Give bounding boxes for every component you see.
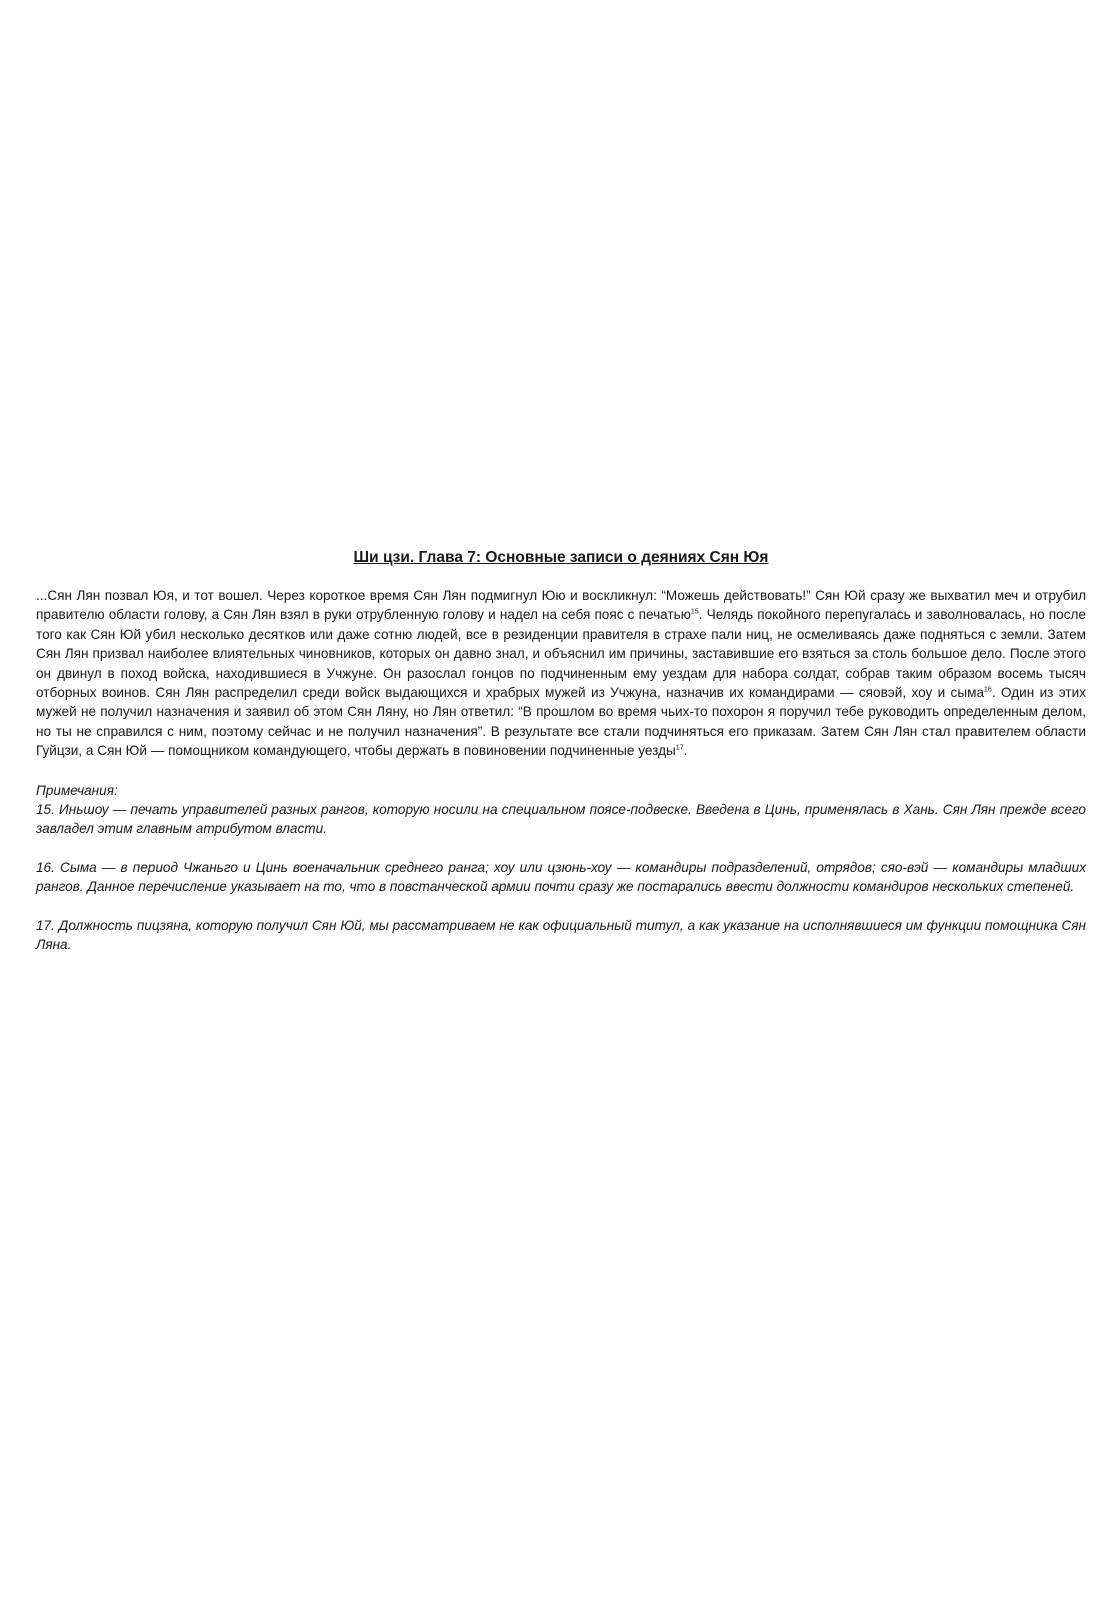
notes-heading: Примечания:	[36, 782, 118, 798]
note-17: 17. Должность пицзяна, которую получил Сян Юй, мы рассматриваем не как официальный титул, а как указание на исполнявшиеся им функции помощника Сян Ляна.	[36, 917, 1086, 953]
paragraph-text-part1: ...Сян Лян позвал Юя, и тот вошел. Через короткое время Сян Лян подмигнул Юю и воскликнул: “Можешь действовать!” Сян Юй сразу же выхватил меч и отрубил правителю области голову, а Сян Лян взял в руки отрубленную голову и надел на себя пояс с печатью	[36, 588, 1086, 623]
document-page	[36, 548, 1086, 974]
note-16: 16. Сыма — в период Чжаньго и Цинь военачальник среднего ранга; хоу или цзюнь-хоу — командиры подразделений, отрядов; сяо-вэй — командиры младших рангов. Данное перечисление указывает на то, что в повстанческой армии почти сразу же постарались ввести должности командиров нескольких степеней.	[36, 859, 1086, 895]
paragraph-text-part3: . Один из этих мужей не получил назначения и заявил об этом Сян Ляну, но Лян ответил: “В прошлом во время чьих-то похорон я поручил тебе руководить определенным делом, но ты не справился с ним, поэтому сейчас и не получил назначения”. В результате все стали подчиняться его приказам. Затем Сян Лян стал правителем области Гуйцзи, а Сян Юй — помощником командующего, чтобы держать в повиновении подчиненные уезды	[36, 685, 1086, 759]
note-15: 15. Иньшоу — печать управителей разных рангов, которую носили на специальном поясе-подвеске. Введена в Цинь, применялась в Хань. Сян Лян прежде всего завладел этим главным атрибутом власти.	[36, 802, 1086, 837]
paragraph-text-part2: . Челядь покойного перепугалась и заволновалась, но после того как Сян Юй убил несколько десятков или даже сотню людей, все в резиденции правителя в страхе пали ниц, не осмеливаясь даже подняться с земли. Затем Сян Лян призвал наиболее влиятельных чиновников, которых он давно знал, и объяснил им причины, заставившие его взяться за столь большое дело. После этого он двинул в поход войска, находившиеся в Учжуне. Он разослал гонцов по подчиненным ему уездам для набора солдат, собрав таким образом восемь тысяч отборных воинов. Сян Лян распределил среди войск выдающихся и храбрых мужей из Учжуна, назначив их командирами — сяовэй, хоу и сыма	[36, 607, 1086, 701]
footnote-ref-16: 16	[984, 686, 992, 694]
paragraph-text-part4: .	[683, 743, 688, 759]
footnote-ref-15: 15	[690, 608, 699, 616]
main-paragraph	[36, 586, 1086, 761]
footnote-ref-17: 17	[675, 744, 684, 752]
notes-section	[36, 781, 1086, 955]
document-title: Ши цзи. Глава 7: Основные записи о деяниях Сян Юя	[353, 549, 769, 566]
